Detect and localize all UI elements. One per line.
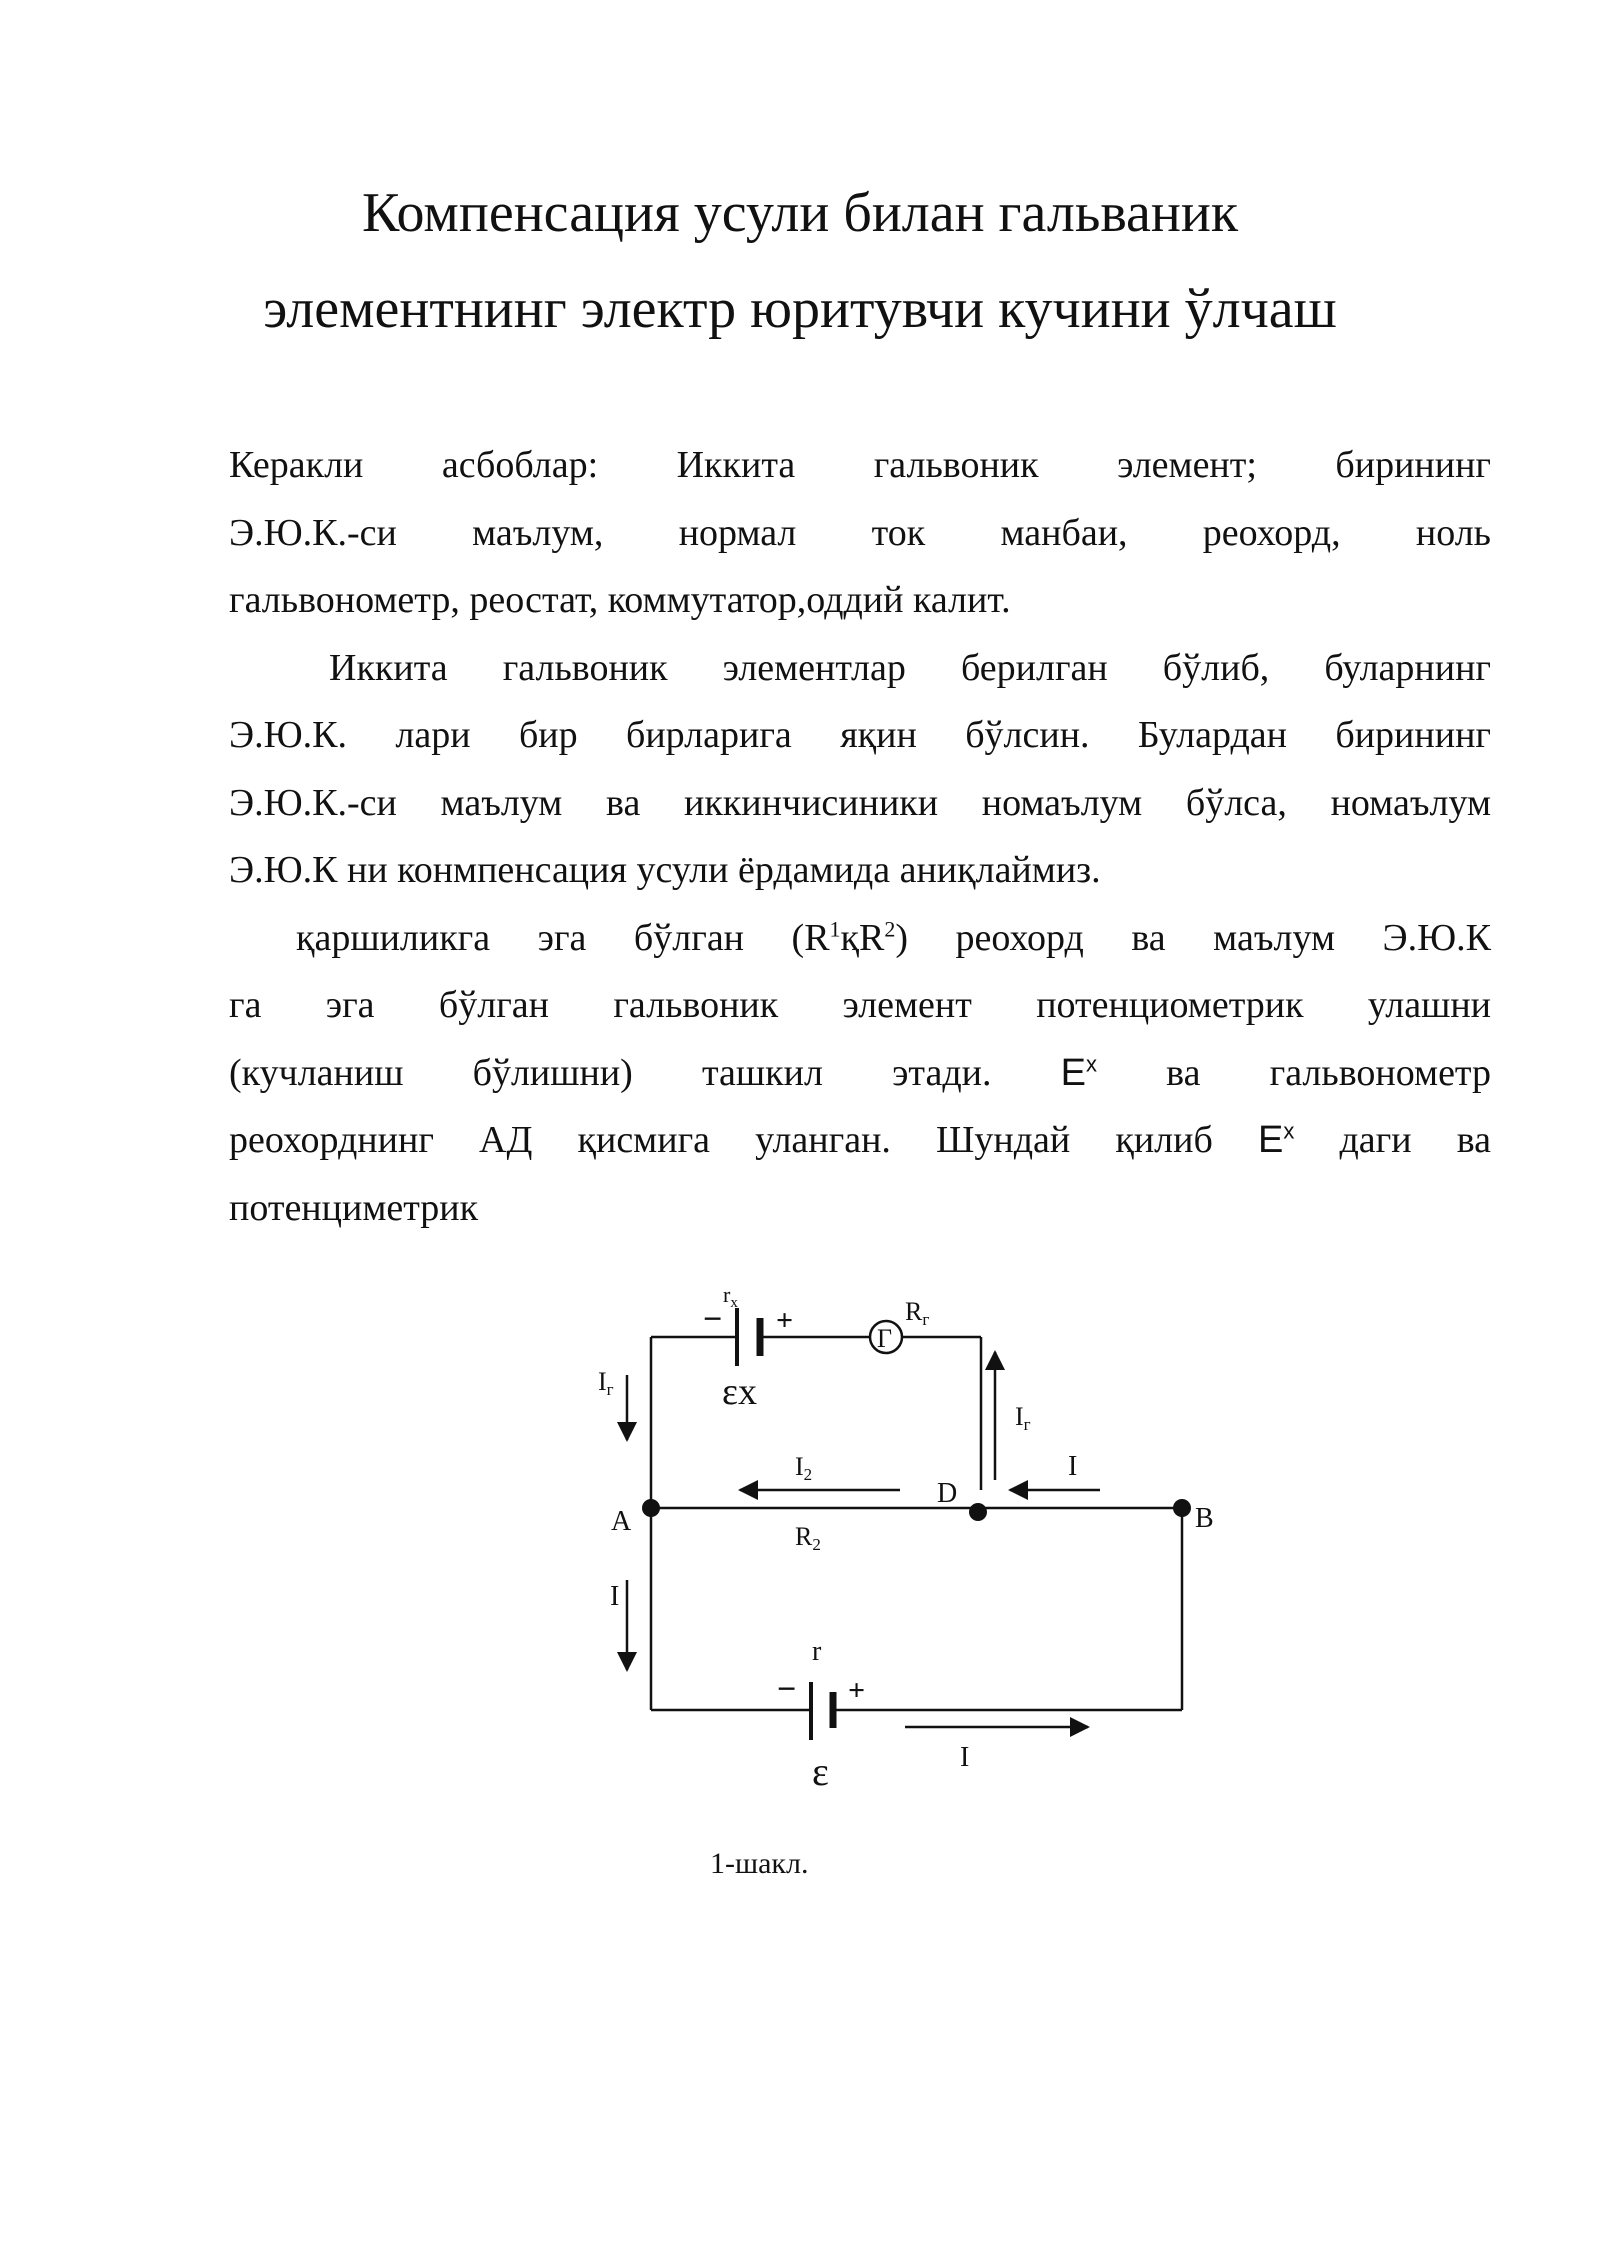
label-i2: I2 bbox=[795, 1452, 813, 1484]
node-d bbox=[969, 1503, 987, 1521]
emf-symbol: $E^x$ bbox=[1257, 1118, 1295, 1161]
label-plus-top: + bbox=[776, 1304, 794, 1337]
label-minus-top: − bbox=[703, 1301, 723, 1338]
label-galvanometer: Г bbox=[877, 1324, 893, 1353]
text-fragment: даги ва bbox=[1294, 1119, 1491, 1161]
label-d: D bbox=[937, 1478, 958, 1509]
label-rx: $r_x$ bbox=[723, 1282, 738, 1311]
superscript: 1 bbox=[829, 915, 841, 941]
text-fragment: ) реохорд ва маълум Э.Ю.К bbox=[895, 916, 1491, 959]
emf-symbol: $E^x$ bbox=[1060, 1050, 1098, 1094]
text-line: Э.Ю.К.-си маълум, нормал ток манбаи, реохорд, ноль bbox=[229, 511, 1491, 554]
label-i-bottom: I bbox=[960, 1742, 970, 1773]
text-line: Иккита гальвоник элементлар берилган бўлиб, буларнинг bbox=[329, 646, 1491, 689]
label-ig-left: Iг bbox=[598, 1367, 614, 1399]
label-i-top: I bbox=[1068, 1451, 1078, 1482]
label-i-left: I bbox=[610, 1581, 620, 1612]
text-fragment: реохорднинг АД қисмига уланган. Шундай қилиб bbox=[229, 1119, 1258, 1161]
text-line: Э.Ю.К. лари бир бирларига яқин бўлсин. Булардан бирининг bbox=[229, 714, 1491, 756]
label-ig-right: Iг bbox=[1015, 1402, 1031, 1434]
label-r: r bbox=[812, 1636, 822, 1667]
text-fragment: ва гальвонометр bbox=[1097, 1051, 1492, 1094]
title-line-2: элементнинг электр юритувчи кучини ўлчаш bbox=[263, 278, 1337, 340]
label-Rg: Rг bbox=[905, 1297, 930, 1329]
node-b bbox=[1173, 1499, 1191, 1517]
text-line: Э.Ю.К ни конмпенсация усули ёрдамида аниқлаймиз. bbox=[229, 849, 1101, 891]
title-line-1: Компенсация усули билан гальваник bbox=[361, 182, 1239, 244]
label-r2: R2 bbox=[795, 1522, 821, 1554]
label-a: A bbox=[611, 1506, 632, 1537]
label-emf: ε bbox=[812, 1749, 829, 1794]
text-line: гальвонометр, реостат, коммутатор,оддий калит. bbox=[229, 579, 1011, 621]
text-line: потенциметрик bbox=[229, 1186, 479, 1229]
label-minus-bottom: − bbox=[777, 1671, 797, 1708]
figure-caption: 1-шакл. bbox=[710, 1847, 809, 1880]
text-line: Э.Ю.К.-си маълум ва иккинчисиники номаълум бўлса, номаълум bbox=[229, 781, 1491, 824]
label-plus-bottom: + bbox=[848, 1674, 866, 1707]
text-line: га эга бўлган гальвоник элемент потенциометрик улашни bbox=[229, 984, 1491, 1026]
node-a bbox=[642, 1499, 660, 1517]
text-line: Керакли асбоблар: Иккита гальвоник элемент; бирининг bbox=[229, 444, 1491, 486]
label-emf-x: εx bbox=[722, 1371, 757, 1413]
text-fragment: қR bbox=[840, 916, 885, 959]
label-b: B bbox=[1195, 1503, 1214, 1534]
text-fragment: (кучланиш бўлишни) ташкил этади. bbox=[229, 1051, 1061, 1094]
superscript: 2 bbox=[884, 915, 896, 941]
text-fragment: қаршиликга эга бўлган (R bbox=[296, 916, 830, 959]
